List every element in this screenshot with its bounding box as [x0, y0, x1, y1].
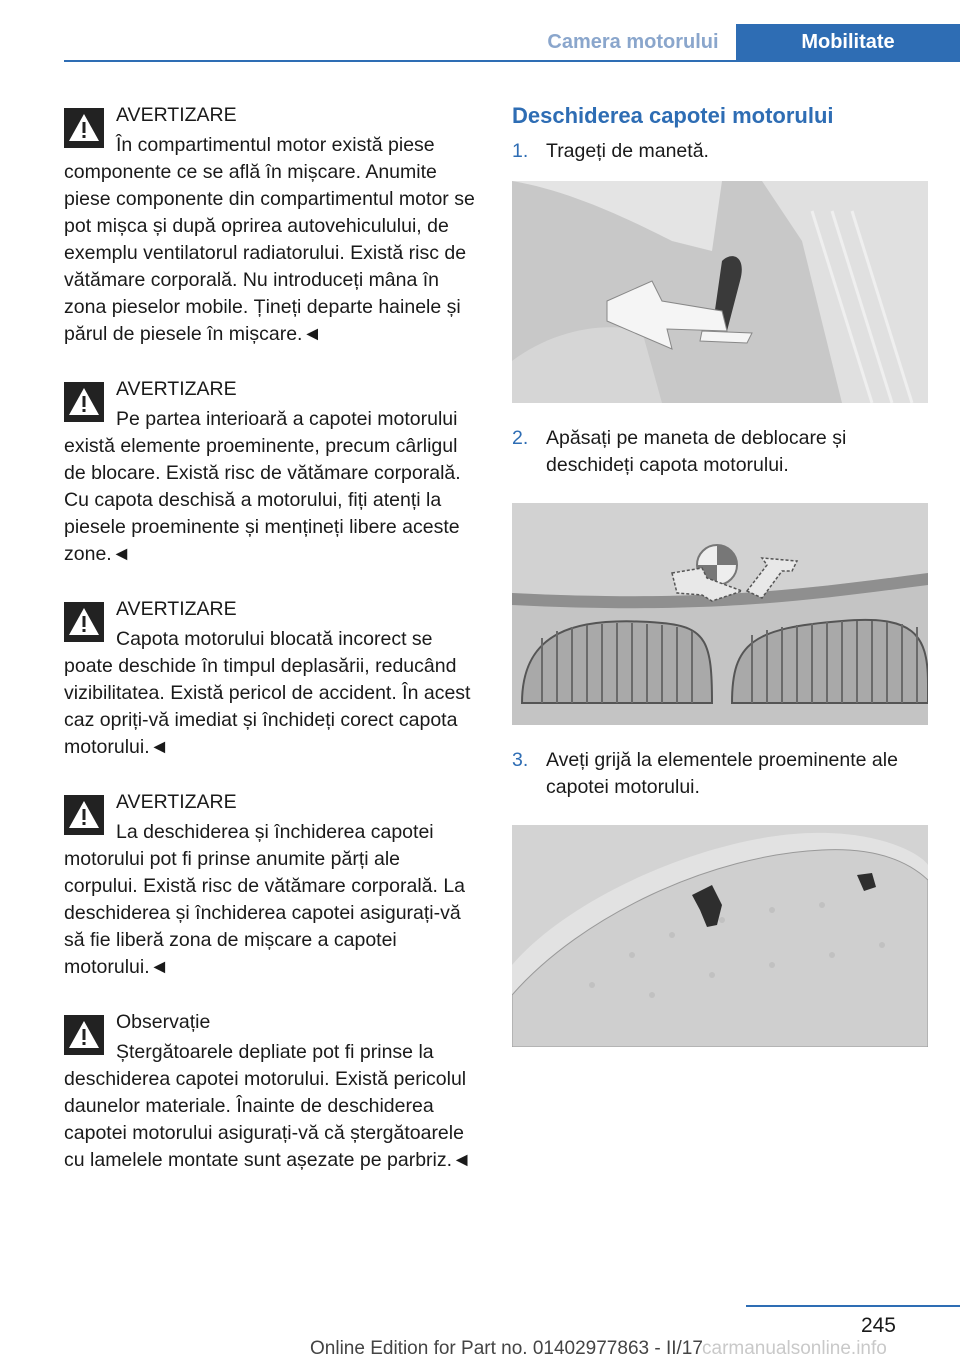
- instructions-column: [512, 100, 928, 1047]
- warning-triangle-icon: [64, 1015, 104, 1055]
- chapter-tab[interactable]: Mobilitate: [736, 24, 960, 60]
- step-text: Trageți de manetă.: [546, 140, 709, 162]
- warning-title: AVERTIZARE: [116, 598, 237, 620]
- warning-triangle-icon: [64, 602, 104, 642]
- warning-triangle-icon: [64, 108, 104, 148]
- header-rule: [64, 60, 960, 62]
- warning-text: Pe partea interioară a capotei motorului există elemente proeminente, precum cârligul de blocare. Există risc de vătămare corporală. Cu capota deschisă a motorului, fiți atenți la piesele proeminente și mențineți libere aceste zone.◄: [64, 408, 461, 565]
- step-number: 3.: [512, 749, 529, 771]
- hood-release-illustration: [512, 503, 928, 725]
- section-tab[interactable]: Camera motorului: [547, 30, 719, 53]
- step-number: 2.: [512, 427, 529, 449]
- page-number: 245: [860, 1314, 896, 1337]
- warning-block: [64, 787, 478, 981]
- release-lever-illustration: [512, 181, 928, 403]
- warning-title: AVERTIZARE: [116, 104, 237, 126]
- warning-text: Capota motorului blocată incorect se poate deschide în timpul deplasării, reducând vizibilitatea. Există pericol de accident. În acest caz opriți-vă imediat și închideți corect capota motorului.◄: [64, 628, 471, 758]
- page-header: [0, 0, 960, 62]
- warning-triangle-icon: [64, 382, 104, 422]
- step-item: [512, 425, 928, 479]
- note-text: Ștergătoarele depliate pot fi prinse la deschiderea capotei motorului. Există pericolul daunelor materiale. Înainte de deschiderea capotei motorului asigurați-vă că ștergătoarele cu lamelele montate sunt așezate pe parbriz.◄: [64, 1041, 472, 1171]
- warning-triangle-icon: [64, 795, 104, 835]
- warning-text: În compartimentul motor există piese componente ce se află în mișcare. Anumite piese componente din compartimentul motor se pot mișca și după oprirea autovehiculului, de exemplu ventilatorul radiatorului. Există risc de vătămare corporală. Nu introduceți mâna în zona pieselor mobile. Țineți departe hainele și părul de piesele în mișcare.◄: [64, 134, 475, 345]
- warning-title: AVERTIZARE: [116, 378, 237, 400]
- step-item: [512, 138, 928, 165]
- section-title: Deschiderea capotei motorului: [512, 103, 834, 128]
- warnings-column: [64, 100, 478, 1200]
- warning-title: AVERTIZARE: [116, 791, 237, 813]
- edition-note: Online Edition for Part no. 01402977863 - II/17: [310, 1338, 703, 1359]
- step-text: Aveți grijă la elementele proeminente ale capotei motorului.: [546, 749, 898, 798]
- warning-block: [64, 594, 478, 761]
- warning-text: La deschiderea și închiderea capotei motorului pot fi prinse anumite părți ale corpului. Există risc de vătămare corporală. La deschiderea și închiderea capotei asigurați-vă să fie liberă zona de mișcare a capotei motorului.◄: [64, 821, 466, 978]
- warning-block: [64, 100, 478, 348]
- note-title: Observație: [116, 1011, 211, 1033]
- step-number: 1.: [512, 140, 529, 162]
- watermark: carmanualsonline.info: [702, 1338, 887, 1359]
- step-text: Apăsați pe maneta de deblocare și deschideți capota motorului.: [546, 427, 847, 476]
- hood-underside-illustration: [512, 825, 928, 1047]
- footer-rule: [746, 1305, 960, 1307]
- note-block: [64, 1007, 478, 1174]
- step-item: [512, 747, 928, 801]
- warning-block: [64, 374, 478, 568]
